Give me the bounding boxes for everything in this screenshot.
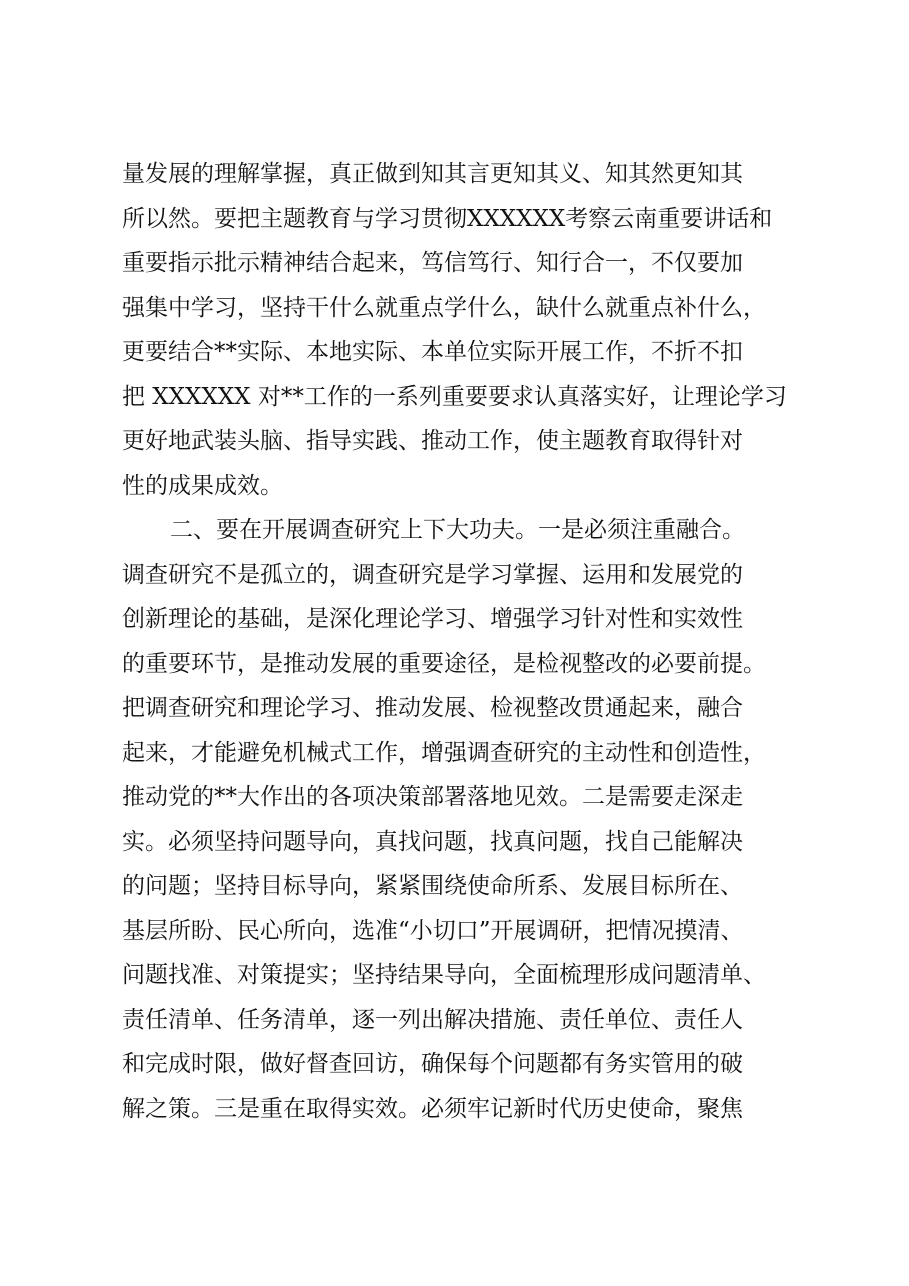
text-line: 量发展的理解掌握，真正做到知其言更知其义、知其然更知其 — [122, 161, 743, 187]
text-line: 推动党的**大作出的各项决策部署落地见效。二是需要走深走 — [122, 784, 743, 810]
text-line: 重要指示批示精神结合起来，笃信笃行、知行合一，不仅要加 — [122, 250, 743, 276]
text-line: 起来，才能避免机械式工作，增强调查研究的主动性和创造性， — [122, 739, 766, 766]
text-line: 强集中学习，坚持干什么就重点学什么，缺什么就重点补什么， — [122, 294, 766, 321]
text-line: 创新理论的基础，是深化理论学习、增强学习针对性和实效性 — [122, 606, 743, 632]
text-line: 解之策。三是重在取得实效。必须牢记新时代历史使命，聚焦 — [122, 1095, 743, 1122]
text-line: 更好地武装头脑、指导实践、推动工作，使主题教育取得针对 — [122, 428, 743, 454]
text-line: 问题找准、对策提实；坚持结果导向，全面梳理形成问题清单、 — [122, 962, 766, 988]
text-line: 性的成果成效。 — [122, 472, 283, 499]
text-line: 把调查研究和理论学习、推动发展、检视整改贯通起来，融合 — [122, 695, 743, 721]
text-line: 所以然。要把主题教育与学习贯彻XXXXXX考察云南重要讲话和 — [122, 205, 773, 232]
text-line: 实。必须坚持问题导向，真找问题，找真问题，找自己能解决 — [122, 828, 743, 855]
text-line: 把 XXXXXX 对**工作的一系列重要要求认真落实好，让理论学习 — [122, 383, 787, 410]
body-text — [122, 152, 802, 1131]
text-line: 基层所盼、民心所向，选准“小切口”开展调研，把情况摸清、 — [122, 917, 744, 944]
text-line: 调查研究不是孤立的，调查研究是学习掌握、运用和发展党的 — [122, 561, 743, 588]
text-line: 的问题；坚持目标导向，紧紧围绕使命所系、发展目标所在、 — [122, 873, 743, 899]
paragraph-start-line: 二、要在开展调查研究上下大功夫。一是必须注重融合。 — [170, 517, 745, 543]
text-line: 的重要环节，是推动发展的重要途径，是检视整改的必要前提。 — [122, 650, 766, 677]
text-line: 责任清单、任务清单，逐一列出解决措施、责任单位、责任人 — [122, 1006, 743, 1033]
text-line: 和完成时限，做好督查回访，确保每个问题都有务实管用的破 — [122, 1051, 743, 1077]
text-line: 更要结合**实际、本地实际、本单位实际开展工作，不折不扣 — [122, 339, 743, 365]
